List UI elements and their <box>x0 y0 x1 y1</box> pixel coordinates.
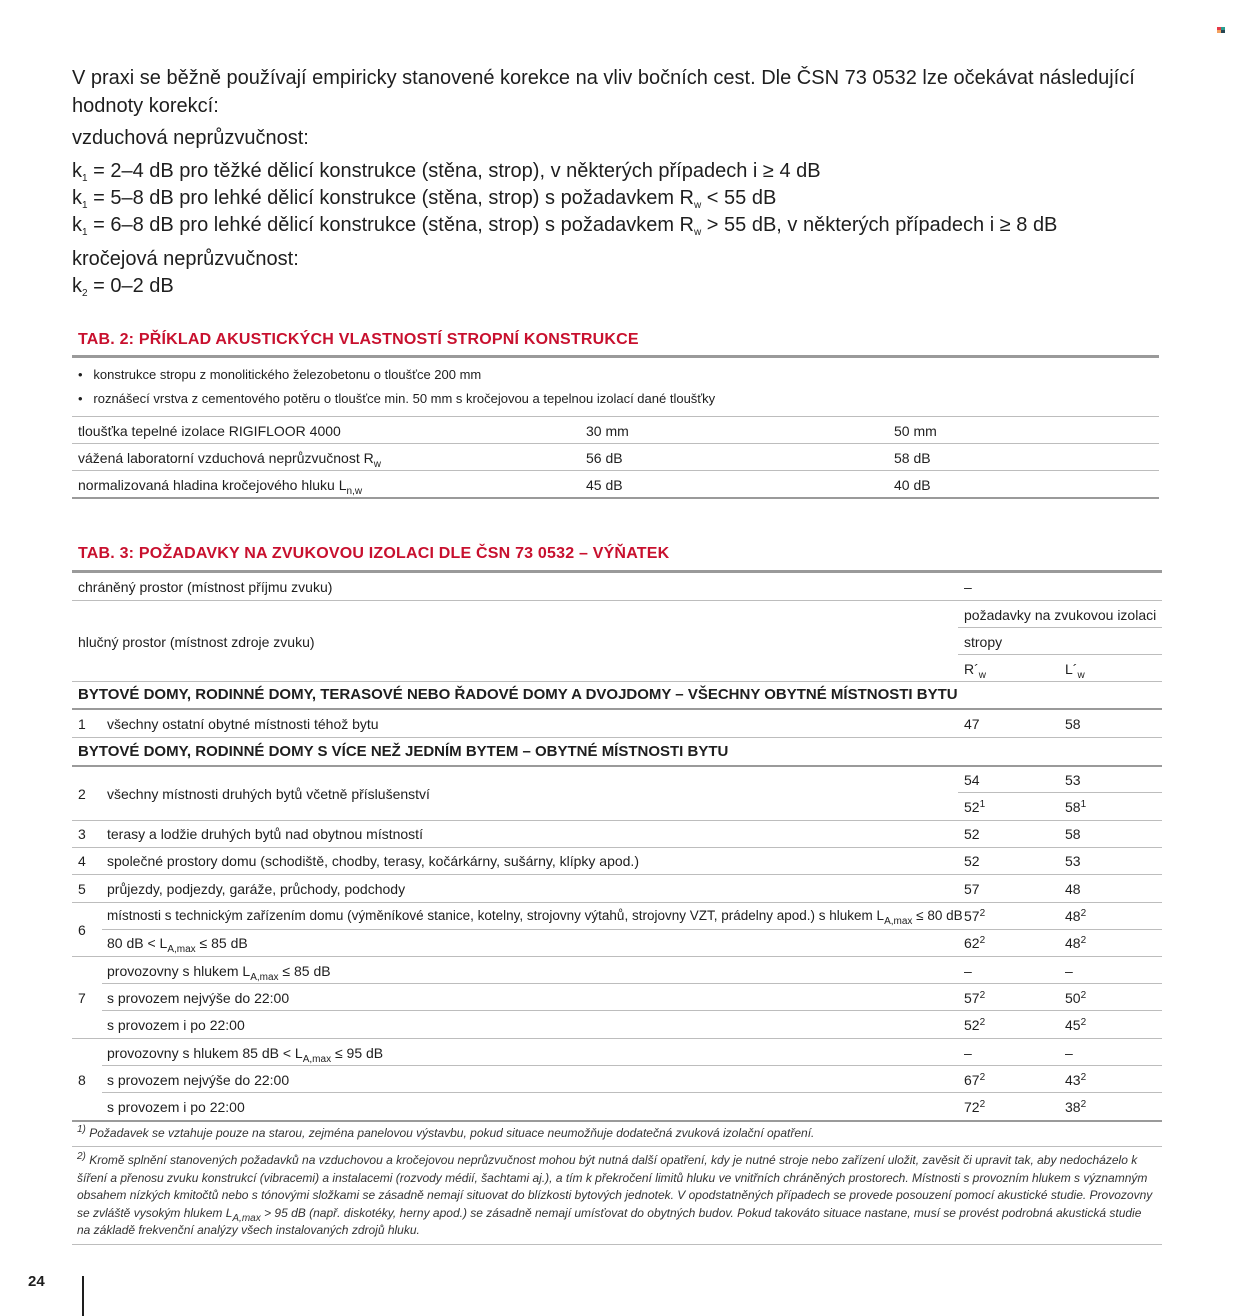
row-number: 4 <box>78 853 86 869</box>
tab2-value: 56 dB <box>586 450 623 466</box>
row-text: provozovny s hlukem $L_{A,max} \le 85$ dB <box>107 963 331 983</box>
value-r: 52 <box>964 853 980 869</box>
value-r: – <box>964 963 972 979</box>
value-r: $57^2$ <box>964 990 986 1006</box>
divider <box>72 681 1162 682</box>
divider <box>958 654 1162 655</box>
divider <box>102 1092 1162 1093</box>
value-r: 52 <box>964 826 980 842</box>
protected-space-value: – <box>964 579 972 595</box>
row-number: 5 <box>78 881 86 897</box>
intro-paragraph: V praxi se běžně používají empiricky stanovené korekce na vliv bočních cest. Dle ČSN 73 0532 lze očekávat následující hodnoty korekcí: <box>72 67 1135 117</box>
noisy-space-label: hlučný prostor (místnost zdroje zvuku) <box>78 634 315 650</box>
value-r: $57^2$ <box>964 908 986 924</box>
divider <box>102 929 1162 930</box>
row-number: 1 <box>78 716 86 732</box>
row-text: s provozem nejvýše do 22:00 <box>107 1072 290 1088</box>
divider <box>958 792 1162 793</box>
k2-value: $k_2 = 0-2$ dB <box>72 275 174 299</box>
row-number: 8 <box>78 1072 86 1088</box>
protected-space-label: chráněný prostor (místnost příjmu zvuku) <box>78 579 333 595</box>
tab2-bullet: • konstrukce stropu z monolitického železobetonu o tloušťce 200 mm <box>78 367 482 382</box>
value-l: $58^1$ <box>1065 799 1087 815</box>
tab3-title: TAB. 3: POŽADAVKY NA ZVUKOVOU IZOLACI DLE ČSN 73 0532 – VÝŇATEK <box>78 545 670 562</box>
value-r: 57 <box>964 881 980 897</box>
value-l: 58 <box>1065 716 1081 732</box>
divider <box>72 416 1159 417</box>
row-text: s provozem i po 22:00 <box>107 1099 245 1115</box>
column-r-header: $R´_w$ <box>964 661 987 681</box>
value-l: $50^2$ <box>1065 990 1087 1006</box>
section-heading: BYTOVÉ DOMY, RODINNÉ DOMY S VÍCE NEŽ JEDNÍM BYTEM – OBYTNÉ MÍSTNOSTI BYTU <box>78 743 729 760</box>
value-l: 53 <box>1065 853 1081 869</box>
divider <box>72 765 1162 767</box>
divider <box>72 1244 1162 1245</box>
value-r: $52^2$ <box>964 1017 986 1033</box>
divider <box>102 1065 1162 1066</box>
value-l: 58 <box>1065 826 1081 842</box>
tab2-value: 45 dB <box>586 477 623 493</box>
k1-light-below: $k_1 = 5-8$ dB pro lehké dělicí konstrukce (stěna, strop) s požadavkem $R_w < 55$ dB <box>72 187 777 211</box>
page-number-bar <box>82 1276 84 1316</box>
row-text: s provozem i po 22:00 <box>107 1017 245 1033</box>
tab3-top-rule <box>72 570 1162 573</box>
value-r: $62^2$ <box>964 935 986 951</box>
divider <box>72 600 1162 601</box>
value-l: $48^2$ <box>1065 935 1087 951</box>
tab2-row-label: normalizovaná hladina kročejového hluku $L_{n,w}$ <box>78 477 363 497</box>
divider <box>72 1146 1162 1147</box>
value-l: $38^2$ <box>1065 1099 1087 1115</box>
tab2-title: TAB. 2: PŘÍKLAD AKUSTICKÝCH VLASTNOSTÍ STROPNÍ KONSTRUKCE <box>78 331 639 348</box>
divider <box>72 443 1159 444</box>
impact-heading: kročejová neprůzvučnost: <box>72 248 299 270</box>
tab2-value: 58 dB <box>894 450 931 466</box>
airborne-heading: vzduchová neprůzvučnost: <box>72 127 309 149</box>
tab2-value: 50 mm <box>894 423 937 439</box>
tab2-row-label: tloušťka tepelné izolace RIGIFLOOR 4000 <box>78 423 341 439</box>
row-text: terasy a lodžie druhých bytů nad obytnou místností <box>107 826 423 842</box>
row-text: 80 dB < $L_{A,max} \le 85$ dB <box>107 935 248 955</box>
row-text: všechny ostatní obytné místnosti téhož bytu <box>107 716 379 732</box>
tab2-top-rule <box>72 355 1159 358</box>
row-number: 3 <box>78 826 86 842</box>
divider <box>958 627 1162 628</box>
tab2-bullet: • roznášecí vrstva z cementového potěru o tloušťce min. 50 mm s kročejovou a tepelnou izolací dané tloušťky <box>78 391 716 406</box>
divider <box>102 983 1162 984</box>
value-l: – <box>1065 963 1073 979</box>
divider <box>72 708 1162 710</box>
tab2-row-label: vážená laboratorní vzduchová neprůzvučnost $R_w$ <box>78 450 381 470</box>
row-text: s provozem nejvýše do 22:00 <box>107 990 290 1006</box>
value-l: $43^2$ <box>1065 1072 1087 1088</box>
value-r: 47 <box>964 716 980 732</box>
value-l: 53 <box>1065 772 1081 788</box>
divider <box>72 847 1162 848</box>
page-number: 24 <box>28 1273 45 1290</box>
value-r: 54 <box>964 772 980 788</box>
divider <box>72 874 1162 875</box>
ceilings-header: stropy <box>964 634 1003 650</box>
section-heading: BYTOVÉ DOMY, RODINNÉ DOMY, TERASOVÉ NEBO ŘADOVÉ DOMY A DVOJDOMY – VŠECHNY OBYTNÉ MÍSTNOSTI BYTU <box>78 686 958 703</box>
column-l-header: $L´_w$ <box>1065 661 1085 681</box>
tab2-value: 30 mm <box>586 423 629 439</box>
value-l: – <box>1065 1045 1073 1061</box>
k1-heavy: $k_1 = 2-4$ dB pro těžké dělicí konstrukce (stěna, strop), v některých případech i ≥ 4 dB <box>72 160 821 184</box>
divider <box>72 1038 1162 1039</box>
divider <box>72 902 1162 903</box>
value-r: $52^1$ <box>964 799 986 815</box>
row-number: 2 <box>78 786 86 802</box>
divider <box>72 470 1159 471</box>
row-text: místnosti s technickým zařízením domu (výměníkové stanice, kotelny, strojovny výtahů, strojovny VZT, prádelny apod.) s hlukem $L_{A,max} \le 80$ dB <box>107 908 963 927</box>
value-l: 48 <box>1065 881 1081 897</box>
footnote-2: $^{2)}$ Kromě splnění stanovených požadavků na vzduchovou a kročejovou neprůzvučnost mohou být nutná další opatření, kdy je nutné stroje nebo zařízení uložit, zavěsit či upravit tak, aby nedocházelo k šíření a přenosu zvuku konstrukcí (vibracemi) a instalacemi (rozvody médií, šachtami aj.), a tím k překročení limitů hluku ve vnitřních chráněných prostorech. Místnosti s provozním hlukem s významným obsahem nízkých kmitočtů nebo s tónovými složkami se zásadně nemají situovat do blízkosti bytových jednotek. V opodstatněných případech se provede posouzení pomocí akustické studie. Provozovny se zvláště vysokým hlukem $L_{A,max} > 95$ dB (např. diskotéky, herny apod.) se zásadně nemají umísťovat do obytných budov. Pokud takováto situace nastane, musí se provést podrobná akustická studie na základě frekvenční analýzy všech instalovaných zdrojů hluku. <box>77 1151 1153 1237</box>
value-l: $45^2$ <box>1065 1017 1087 1033</box>
divider <box>72 497 1159 499</box>
value-r: $72^2$ <box>964 1099 986 1115</box>
row-text: průjezdy, podjezdy, garáže, průchody, podchody <box>107 881 406 897</box>
row-number: 7 <box>78 990 86 1006</box>
divider <box>72 1120 1162 1122</box>
row-text: společné prostory domu (schodiště, chodby, terasy, kočárkárny, sušárny, klípky apod.) <box>107 853 639 869</box>
divider <box>72 956 1162 957</box>
intro-text <box>72 64 1172 300</box>
value-r: – <box>964 1045 972 1061</box>
value-l: $48^2$ <box>1065 908 1087 924</box>
divider <box>72 820 1162 821</box>
k1-light-above: $k_1 = 6-8$ dB pro lehké dělicí konstrukce (stěna, strop) s požadavkem $R_w > 55$ dB, v některých případech i ≥ 8 dB <box>72 214 1058 238</box>
divider <box>102 1010 1162 1011</box>
value-r: $67^2$ <box>964 1072 986 1088</box>
row-text: všechny místnosti druhých bytů včetně příslušenství <box>107 786 430 802</box>
divider <box>72 737 1162 738</box>
tab2-value: 40 dB <box>894 477 931 493</box>
requirements-header: požadavky na zvukovou izolaci <box>964 607 1157 623</box>
row-number: 6 <box>78 922 86 938</box>
footnote-1: $^{1)}$ Požadavek se vztahuje pouze na starou, zejména panelovou výstavbu, pokud situace neumožňuje dodatečná zvuková izolační opatření. <box>77 1124 815 1140</box>
row-text: provozovny s hlukem 85 dB < $L_{A,max} \le 95$ dB <box>107 1045 384 1065</box>
corner-mark-icon <box>1217 27 1225 33</box>
